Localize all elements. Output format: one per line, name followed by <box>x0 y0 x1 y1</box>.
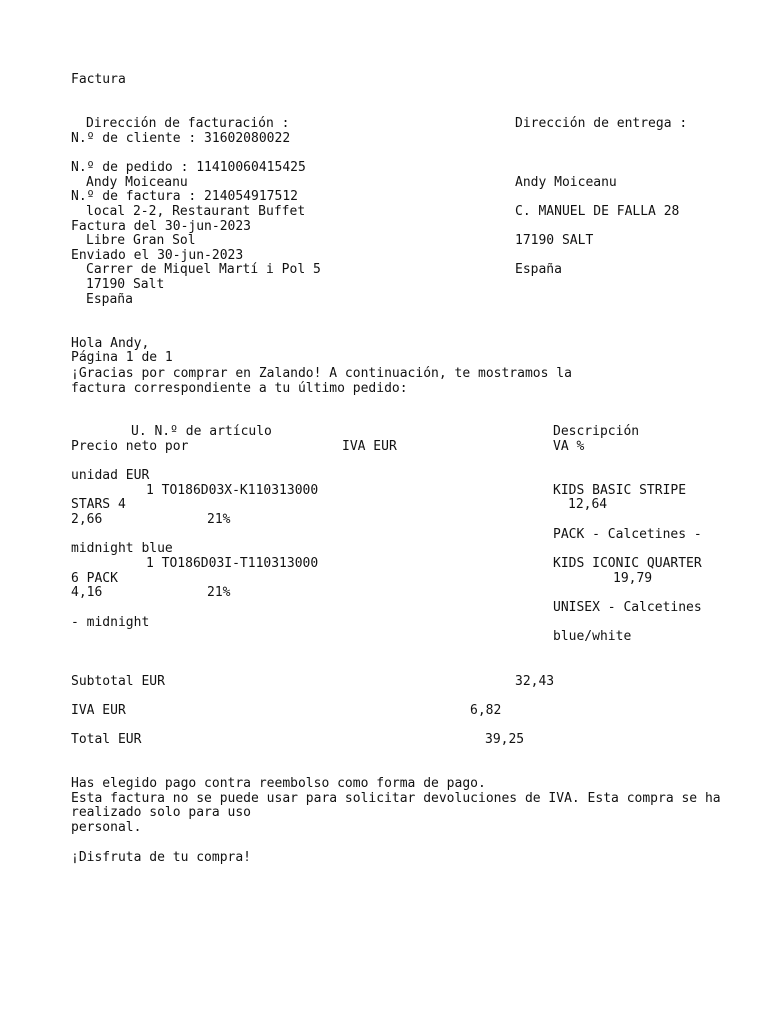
subtotal-label: Subtotal EUR <box>71 674 165 689</box>
item-description: KIDS BASIC STRIPE <box>553 483 687 498</box>
item-qty-sku: 1 TO186D03X-K110313000 <box>146 483 319 498</box>
item-description-overflow: 6 PACK <box>71 571 118 586</box>
billing-address-line1: local 2-2, Restaurant Buffet <box>86 204 306 219</box>
billing-country: España <box>86 292 133 307</box>
delivery-street: C. MANUEL DE FALLA 28 <box>515 204 680 219</box>
header-per-unit: unidad EUR <box>71 468 150 483</box>
item-description: KIDS ICONIC QUARTER <box>553 556 702 571</box>
vat-label: IVA EUR <box>71 703 126 718</box>
item-total: 19,79 <box>613 571 653 586</box>
item-description-2: PACK - Calcetines - <box>553 527 702 542</box>
vat-value: 6,82 <box>470 703 502 718</box>
header-vat-pct: VA % <box>553 439 585 454</box>
invoice-title: Factura <box>71 72 126 87</box>
item-description-3: midnight blue <box>71 541 173 556</box>
total-label: Total EUR <box>71 732 142 747</box>
vat-refund-note-2: realizado solo para uso <box>71 805 252 820</box>
total-value: 39,25 <box>485 732 525 747</box>
item-vat-rate: 21% <box>207 512 231 527</box>
vat-refund-note-3: personal. <box>71 820 142 835</box>
closing-message: ¡Disfruta de tu compra! <box>71 850 252 865</box>
item-description-overflow: STARS 4 <box>71 497 126 512</box>
sent-date: Enviado el 30-jun-2023 <box>71 248 244 263</box>
item-qty-sku: 1 TO186D03I-T110313000 <box>146 556 319 571</box>
greeting: Hola Andy, <box>71 336 150 351</box>
header-vat-eur: IVA EUR <box>342 439 397 454</box>
item-description-2: UNISEX - Calcetines <box>553 600 702 615</box>
item-description-4: blue/white <box>553 629 632 644</box>
billing-name: Andy Moiceanu <box>86 175 188 190</box>
delivery-name: Andy Moiceanu <box>515 175 617 190</box>
billing-address-line2: Libre Gran Sol <box>86 233 196 248</box>
intro-line-1: ¡Gracias por comprar en Zalando! A continuación, te mostramos la <box>71 366 572 381</box>
billing-address-line3: Carrer de Miquel Martí i Pol 5 <box>86 262 321 277</box>
item-vat-rate: 21% <box>207 585 231 600</box>
invoice-number: N.º de factura : 214054917512 <box>71 189 298 204</box>
customer-number: N.º de cliente : 31602080022 <box>71 131 291 146</box>
item-net-price: 2,66 <box>71 512 103 527</box>
delivery-city: 17190 SALT <box>515 233 594 248</box>
item-net-price: 4,16 <box>71 585 103 600</box>
page-indicator: Página 1 de 1 <box>71 350 173 365</box>
billing-heading: Dirección de facturación : <box>86 116 290 131</box>
header-description: Descripción <box>553 424 640 439</box>
item-total: 12,64 <box>568 497 608 512</box>
delivery-country: España <box>515 262 562 277</box>
subtotal-value: 32,43 <box>515 674 555 689</box>
header-units-article: U. N.º de artículo <box>131 424 272 439</box>
vat-refund-note-1: Esta factura no se puede usar para solicitar devoluciones de IVA. Esta compra se ha <box>71 791 721 806</box>
payment-note: Has elegido pago contra reembolso como forma de pago. <box>71 776 486 791</box>
delivery-heading: Dirección de entrega : <box>515 116 688 131</box>
invoice-date: Factura del 30-jun-2023 <box>71 219 252 234</box>
billing-city: 17190 Salt <box>86 277 165 292</box>
header-net-price: Precio neto por <box>71 439 189 454</box>
item-description-3: - midnight <box>71 615 150 630</box>
order-number: N.º de pedido : 11410060415425 <box>71 160 306 175</box>
intro-line-2: factura correspondiente a tu último pedido: <box>71 381 408 396</box>
